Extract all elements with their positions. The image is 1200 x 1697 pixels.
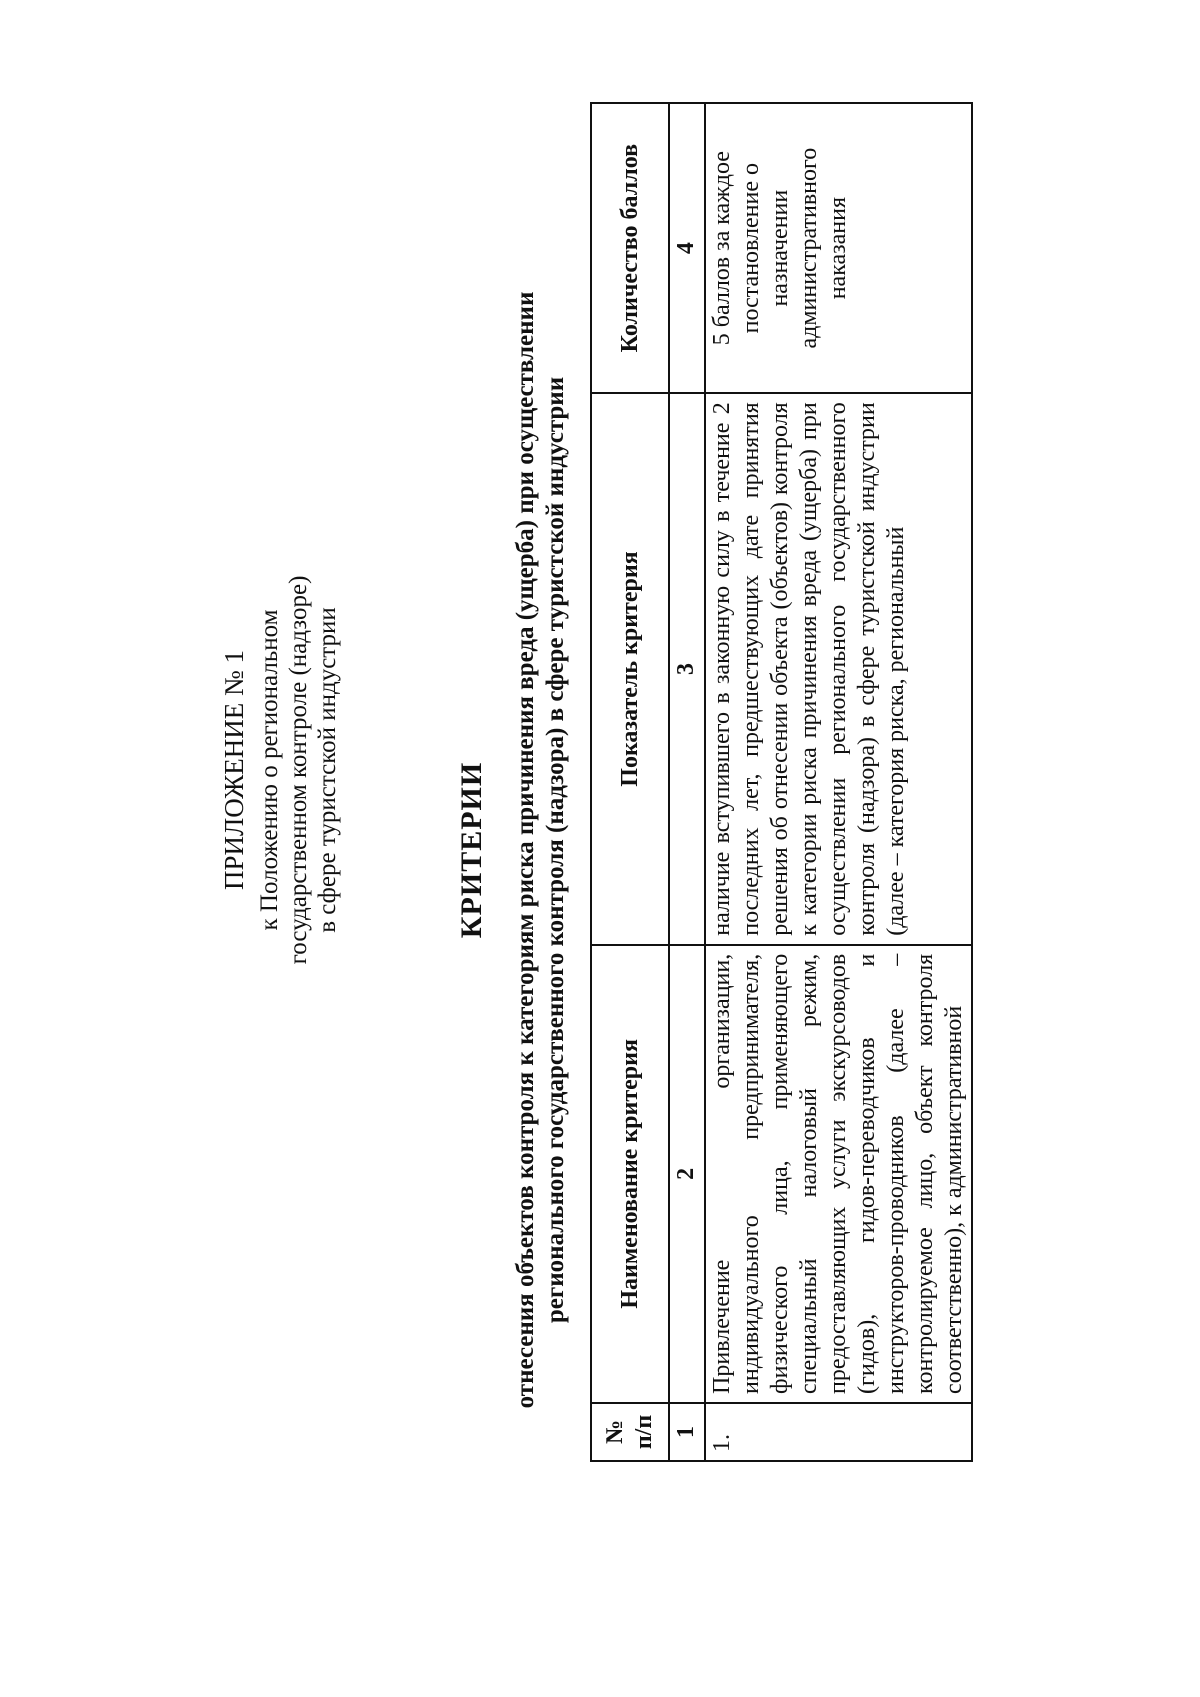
header-criterion-name: Наименование критерия xyxy=(591,945,669,1403)
appendix-line-1: к Положению о региональном xyxy=(256,609,283,931)
header-points: Количество баллов xyxy=(591,103,669,393)
document-heading xyxy=(455,100,571,1600)
column-number: 1 xyxy=(669,1403,705,1461)
criteria-table xyxy=(590,102,973,1462)
column-number-row xyxy=(669,103,705,1461)
table-row xyxy=(705,103,972,1461)
table-header-row xyxy=(591,103,669,1461)
document-subtitle-line-1: отнесения объектов контроля к категориям риска причинения вреда (ущерба) при осуществлении xyxy=(512,291,539,1409)
appendix-line-2: государственном контроле (надзоре) xyxy=(285,575,312,965)
column-number: 4 xyxy=(669,103,705,393)
appendix-block xyxy=(220,570,342,970)
criterion-indicator-cell: наличие вступившего в законную силу в течение 2 последних лет, предшествующих дате принятия решения об отнесении объекта (объектов) контроля к категории риска причинения вреда (ущерба) при осуществлении регионального государственного контроля (надзора) в сфере туристской индустрии (далее – категория риска, региональный xyxy=(705,393,972,944)
points-cell: 5 баллов за каждое постановление о назначении административного наказания xyxy=(705,103,972,393)
document-title: КРИТЕРИИ xyxy=(455,761,488,939)
appendix-title: ПРИЛОЖЕНИЕ № 1 xyxy=(219,649,249,891)
column-number: 2 xyxy=(669,945,705,1403)
header-criterion-indicator: Показатель критерия xyxy=(591,393,669,944)
header-number: № п/п xyxy=(591,1403,669,1461)
row-number: 1. xyxy=(705,1403,972,1461)
column-number: 3 xyxy=(669,393,705,944)
criterion-name-cell: Привлечение организации, индивидуального предпринимателя, физического лица, применяющего специальный налоговый режим, предоставляющих услуги экскурсоводов (гидов), гидов-переводчиков и инструкторов-проводников (далее – контролируемое лицо, объект контроля соответственно), к административной xyxy=(705,945,972,1403)
document-subtitle-line-2: регионального государственного контроля (надзора) в сфере туристской индустрии xyxy=(542,376,569,1324)
rotated-page xyxy=(100,100,1100,1600)
appendix-line-3: в сфере туристской индустрии xyxy=(314,607,341,933)
